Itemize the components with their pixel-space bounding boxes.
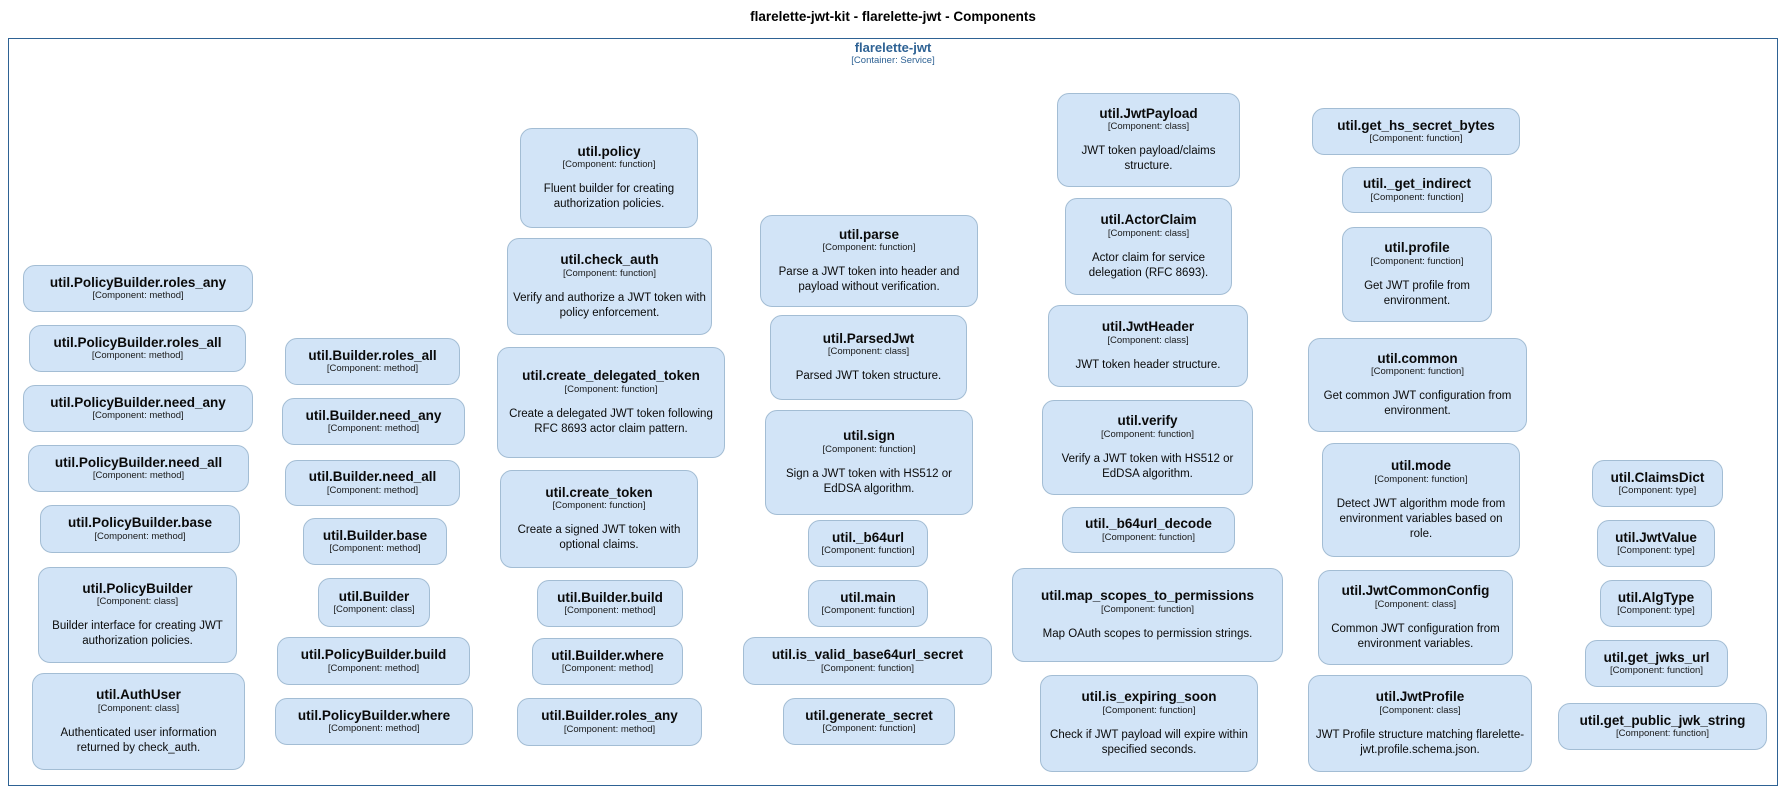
component-node-util.PolicyBuilder bbox=[38, 567, 237, 663]
component-description: Verify and authorize a JWT token with policy enforcement. bbox=[513, 291, 706, 319]
component-type-label: [Component: function] bbox=[821, 545, 915, 557]
component-name: util.PolicyBuilder.need_any bbox=[50, 394, 226, 410]
component-name: util.Builder.where bbox=[551, 647, 664, 663]
component-type-label: [Component: method] bbox=[564, 605, 656, 617]
component-name: util.Builder.roles_any bbox=[541, 708, 678, 724]
component-type-label: [Component: class] bbox=[1107, 227, 1190, 239]
component-name: util.mode bbox=[1391, 458, 1451, 474]
component-node-util.sign bbox=[765, 410, 973, 515]
component-type-label: [Component: method] bbox=[326, 363, 419, 375]
component-type-label: [Component: method] bbox=[92, 470, 185, 482]
component-description: JWT token header structure. bbox=[1075, 358, 1221, 371]
component-name: util.Builder.need_any bbox=[305, 407, 442, 423]
component-name: util.AuthUser bbox=[96, 687, 181, 703]
component-type-label: [Component: function] bbox=[822, 443, 916, 455]
component-type-label: [Component: method] bbox=[92, 290, 184, 302]
component-type-label: [Component: class] bbox=[97, 702, 180, 714]
component-node-util.PolicyBuilder.need_all bbox=[28, 445, 249, 492]
component-description: Get JWT profile from environment. bbox=[1364, 279, 1470, 307]
component-type-label: [Component: function] bbox=[822, 242, 916, 254]
component-name: util.PolicyBuilder.build bbox=[300, 647, 447, 663]
component-name: util.generate_secret bbox=[805, 707, 933, 723]
component-name: util._b64url_decode bbox=[1085, 516, 1212, 532]
component-description: Create a delegated JWT token following RFC 8693 actor claim pattern. bbox=[509, 407, 713, 435]
component-type-label: [Component: method] bbox=[92, 410, 184, 422]
component-name: util.PolicyBuilder.where bbox=[297, 707, 451, 723]
component-name: util.map_scopes_to_permissions bbox=[1040, 588, 1255, 604]
component-name: util.ParsedJwt bbox=[822, 330, 915, 346]
component-type-label: [Component: function] bbox=[563, 267, 656, 279]
component-name: util.profile bbox=[1384, 240, 1450, 256]
component-node-util.Builder.need_all bbox=[285, 460, 460, 506]
component-node-util.is_valid_base64url_secret bbox=[743, 637, 992, 685]
component-name: util._get_indirect bbox=[1362, 176, 1472, 192]
component-type-label: [Component: method] bbox=[329, 543, 421, 555]
component-node-util.mode bbox=[1322, 443, 1520, 557]
component-node-util.AlgType bbox=[1600, 580, 1712, 627]
component-node-util.Builder.roles_any bbox=[517, 698, 702, 746]
component-name: util.Builder bbox=[338, 588, 410, 604]
component-node-util.PolicyBuilder.roles_any bbox=[23, 265, 253, 312]
component-name: util.PolicyBuilder.base bbox=[67, 515, 213, 531]
component-name: util.JwtProfile bbox=[1375, 689, 1465, 705]
component-name: util.common bbox=[1377, 350, 1458, 366]
component-name: util.create_delegated_token bbox=[522, 368, 700, 384]
component-name: util.policy bbox=[577, 143, 641, 159]
component-name: util.AlgType bbox=[1617, 589, 1695, 605]
component-type-label: [Component: method] bbox=[94, 530, 186, 542]
component-node-util.parse bbox=[760, 215, 978, 307]
component-node-util.Builder.need_any bbox=[282, 398, 465, 445]
component-type-label: [Component: function] bbox=[822, 723, 916, 735]
component-node-util.ParsedJwt bbox=[770, 315, 967, 400]
component-type-label: [Component: function] bbox=[562, 159, 656, 171]
component-type-label: [Component: function] bbox=[1616, 728, 1709, 740]
container-label bbox=[0, 41, 1786, 67]
component-type-label: [Component: function] bbox=[1374, 473, 1468, 485]
component-node-util.map_scopes_to_permissions bbox=[1012, 568, 1283, 662]
component-name: util.check_auth bbox=[560, 252, 659, 268]
component-name: util.get_public_jwk_string bbox=[1579, 712, 1746, 728]
component-name: util.get_hs_secret_bytes bbox=[1337, 117, 1495, 133]
component-type-label: [Component: function] bbox=[1101, 428, 1194, 440]
component-name: util.ActorClaim bbox=[1100, 212, 1197, 228]
component-type-label: [Component: class] bbox=[1107, 121, 1190, 133]
component-name: util.JwtValue bbox=[1615, 529, 1697, 545]
component-type-label: [Component: function] bbox=[1102, 531, 1195, 543]
component-type-label: [Component: function] bbox=[564, 383, 658, 395]
component-node-util.verify bbox=[1042, 400, 1253, 495]
component-name: util.Builder.need_all bbox=[308, 469, 437, 485]
component-node-util.get_hs_secret_bytes bbox=[1312, 108, 1520, 155]
component-type-label: [Component: function] bbox=[821, 605, 915, 617]
component-name: util.parse bbox=[838, 226, 900, 242]
diagram-title: flarelette-jwt-kit - flarelette-jwt - Components bbox=[750, 9, 1036, 24]
component-type-label: [Component: function] bbox=[1370, 255, 1464, 267]
component-description: Sign a JWT token with HS512 or EdDSA algorithm. bbox=[786, 467, 952, 495]
component-description: Common JWT configuration from environment variables. bbox=[1331, 622, 1500, 650]
component-name: util.JwtHeader bbox=[1101, 319, 1195, 335]
component-name: util.get_jwks_url bbox=[1603, 649, 1710, 665]
component-type-label: [Component: type] bbox=[1617, 545, 1695, 557]
component-name: util.Builder.build bbox=[557, 589, 663, 605]
component-name: util.sign bbox=[843, 428, 895, 444]
component-type-label: [Component: function] bbox=[1371, 366, 1464, 378]
component-type-label: [Component: type] bbox=[1617, 605, 1695, 617]
component-node-util._b64url_decode bbox=[1062, 507, 1235, 553]
component-name: util.PolicyBuilder.need_all bbox=[54, 454, 223, 470]
component-type-label: [Component: type] bbox=[1618, 485, 1697, 497]
component-node-util.ClaimsDict bbox=[1592, 460, 1723, 507]
component-node-util.profile bbox=[1342, 227, 1492, 322]
component-name: util.verify bbox=[1117, 413, 1178, 429]
component-node-util._b64url bbox=[808, 520, 928, 567]
component-type-label: [Component: class] bbox=[96, 596, 179, 608]
component-node-util.JwtProfile bbox=[1308, 675, 1532, 772]
component-node-util.PolicyBuilder.base bbox=[40, 505, 240, 553]
component-node-util.is_expiring_soon bbox=[1040, 675, 1258, 772]
component-type-label: [Component: function] bbox=[1101, 603, 1194, 615]
component-name: util.JwtPayload bbox=[1099, 105, 1198, 121]
component-name: util.ClaimsDict bbox=[1610, 469, 1705, 485]
component-type-label: [Component: function] bbox=[1369, 133, 1463, 145]
component-node-util.Builder.build bbox=[537, 580, 683, 627]
component-node-util.create_token bbox=[500, 470, 698, 568]
component-type-label: [Component: function] bbox=[1102, 704, 1196, 716]
component-type-label: [Component: method] bbox=[328, 723, 420, 735]
component-type-label: [Component: method] bbox=[327, 662, 420, 674]
component-description: Get common JWT configuration from environment. bbox=[1323, 390, 1512, 418]
component-name: util.PolicyBuilder.roles_any bbox=[49, 274, 227, 290]
component-node-util.JwtValue bbox=[1597, 520, 1715, 567]
component-description: JWT Profile structure matching flarelette-jwt.profile.schema.json. bbox=[1315, 728, 1525, 756]
component-type-label: [Component: function] bbox=[552, 500, 646, 512]
component-name: util._b64url bbox=[831, 529, 904, 545]
component-node-util.JwtHeader bbox=[1048, 305, 1248, 387]
component-type-label: [Component: method] bbox=[326, 484, 419, 496]
container-meta: [Container: Service] bbox=[851, 54, 935, 66]
component-description: Actor claim for service delegation (RFC 8693). bbox=[1088, 251, 1209, 279]
component-node-util.get_public_jwk_string bbox=[1558, 703, 1767, 750]
component-description: Parse a JWT token into header and payload without verification. bbox=[778, 266, 960, 294]
component-type-label: [Component: function] bbox=[821, 662, 914, 674]
component-name: util.JwtCommonConfig bbox=[1341, 583, 1490, 599]
component-node-util._get_indirect bbox=[1342, 167, 1492, 213]
component-description: Fluent builder for creating authorization policies. bbox=[543, 183, 675, 211]
component-node-util.generate_secret bbox=[783, 698, 955, 745]
component-description: Builder interface for creating JWT authorization policies. bbox=[52, 620, 223, 648]
component-type-label: [Component: method] bbox=[561, 663, 654, 675]
component-name: util.PolicyBuilder.roles_all bbox=[53, 334, 222, 350]
component-type-label: [Component: function] bbox=[1610, 665, 1703, 677]
component-description: Create a signed JWT token with optional claims. bbox=[517, 524, 681, 552]
component-description: JWT token payload/claims structure. bbox=[1081, 145, 1216, 173]
component-node-util.JwtPayload bbox=[1057, 93, 1240, 187]
component-node-util.PolicyBuilder.where bbox=[275, 698, 473, 745]
component-description: Parsed JWT token structure. bbox=[795, 370, 942, 383]
component-node-util.Builder.where bbox=[532, 638, 683, 685]
component-node-util.PolicyBuilder.need_any bbox=[23, 385, 253, 432]
component-node-util.create_delegated_token bbox=[497, 347, 725, 458]
component-node-util.policy bbox=[520, 128, 698, 228]
component-type-label: [Component: class] bbox=[827, 346, 910, 358]
component-node-util.PolicyBuilder.build bbox=[277, 637, 470, 685]
component-node-util.Builder.roles_all bbox=[285, 338, 460, 385]
component-type-label: [Component: method] bbox=[91, 350, 184, 362]
component-node-util.PolicyBuilder.roles_all bbox=[29, 325, 246, 372]
component-description: Verify a JWT token with HS512 or EdDSA algorithm. bbox=[1061, 452, 1234, 480]
component-description: Authenticated user information returned by check_auth. bbox=[60, 726, 217, 754]
component-type-label: [Component: class] bbox=[1107, 334, 1189, 346]
component-type-label: [Component: class] bbox=[333, 604, 415, 616]
component-type-label: [Component: method] bbox=[563, 723, 656, 735]
component-type-label: [Component: method] bbox=[327, 423, 420, 435]
component-name: util.Builder.base bbox=[322, 527, 428, 543]
component-node-util.main bbox=[808, 580, 928, 627]
component-description: Detect JWT algorithm mode from environment variables based on role. bbox=[1336, 498, 1506, 540]
component-description: Map OAuth scopes to permission strings. bbox=[1042, 627, 1253, 640]
component-name: util.create_token bbox=[545, 484, 653, 500]
container-name: flarelette-jwt bbox=[854, 40, 932, 55]
component-node-util.common bbox=[1308, 338, 1527, 432]
component-type-label: [Component: class] bbox=[1379, 704, 1461, 716]
component-name: util.is_expiring_soon bbox=[1081, 689, 1217, 705]
component-type-label: [Component: function] bbox=[1370, 191, 1464, 203]
component-description: Check if JWT payload will expire within specified seconds. bbox=[1050, 728, 1248, 756]
component-node-util.check_auth bbox=[507, 238, 712, 335]
component-node-util.AuthUser bbox=[32, 673, 245, 770]
component-node-util.Builder.base bbox=[303, 518, 447, 565]
component-node-util.get_jwks_url bbox=[1585, 640, 1728, 687]
component-type-label: [Component: class] bbox=[1374, 598, 1457, 610]
component-name: util.Builder.roles_all bbox=[308, 347, 437, 363]
component-node-util.JwtCommonConfig bbox=[1318, 570, 1513, 665]
component-node-util.Builder bbox=[318, 578, 430, 627]
component-name: util.PolicyBuilder bbox=[82, 580, 193, 596]
component-name: util.main bbox=[840, 589, 896, 605]
component-node-util.ActorClaim bbox=[1065, 198, 1232, 295]
component-name: util.is_valid_base64url_secret bbox=[771, 647, 964, 663]
